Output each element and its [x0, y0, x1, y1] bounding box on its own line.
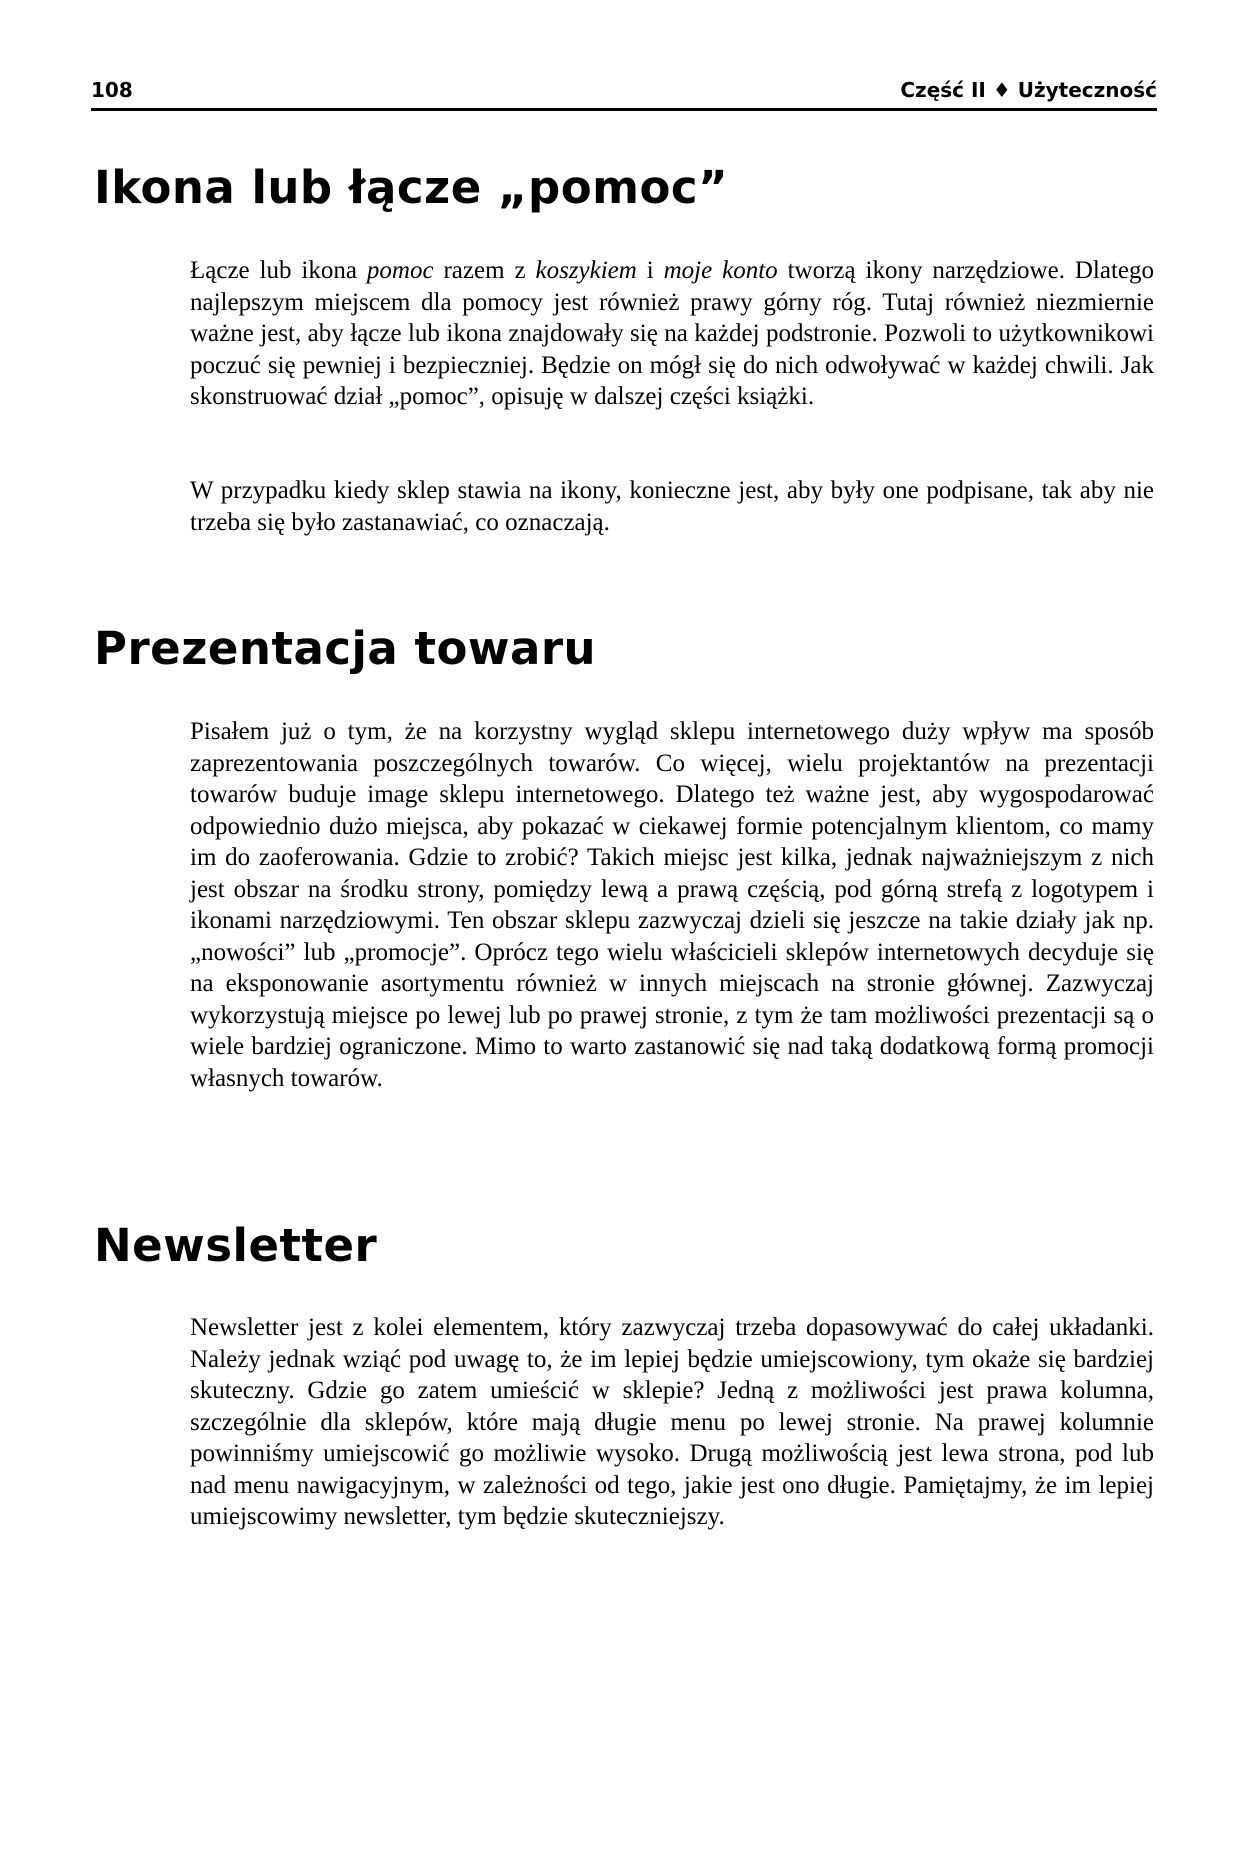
paragraph-help-2	[190, 475, 1154, 538]
running-head-section: Część II ♦ Użyteczność	[900, 78, 1157, 102]
text-run: tworzą ikony narzędziowe. Dlatego najlepszym miejscem dla pomocy jest również prawy górny róg. Tutaj również niezmiernie ważne jest, aby łącze lub ikona znajdowały się na każdej podstronie. Pozwoli to użytkownikowi poczuć się pewniej i bezpieczniej. Będzie on mógł się do nich odwoływać w każdej chwili. Jak skonstruować dział „pomoc”, opisuję w dalszej części książki.	[190, 257, 1154, 410]
italic-run: moje konto	[663, 257, 778, 284]
text-run: Łącze lub ikona	[190, 257, 367, 284]
italic-run: koszykiem	[535, 257, 637, 284]
italic-run: pomoc	[366, 257, 434, 284]
text-run: i	[636, 257, 664, 284]
paragraph-product-presentation	[190, 716, 1154, 1094]
section-heading-help-icon: Ikona lub łącze „pomoc”	[94, 161, 729, 214]
running-head	[91, 74, 1157, 106]
text-run: Newsletter jest z kolei elementem, który zazwyczaj trzeba dopasowywać do całej układanki. Należy jednak wziąć pod uwagę to, że im lepiej będzie umiejscowiony, tym okaże się bardziej skuteczny. Gdzie go zatem umieścić w sklepie? Jedną z możliwości jest prawa kolumna, szczególnie dla sklepów, które mają długie menu po lewej stronie. Na prawej kolumnie powinniśmy umiejscowić go możliwie wysoko. Drugą możliwością jest lewa strona, pod lub nad menu nawigacyjnym, w zależności od tego, jakie jest ono długie. Pamiętajmy, że im lepiej umiejscowimy newsletter, tym będzie skuteczniejszy.	[190, 1314, 1154, 1530]
text-run: W przypadku kiedy sklep stawia na ikony, konieczne jest, aby były one podpisane, tak aby nie trzeba się było zastanawiać, co oznaczają.	[190, 477, 1154, 536]
section-heading-newsletter: Newsletter	[94, 1219, 378, 1272]
text-run: Pisałem już o tym, że na korzystny wygląd sklepu internetowego duży wpływ ma sposób zaprezentowania poszczególnych towarów. Co więcej, wielu projektantów na prezentacji towarów buduje image sklepu internetowego. Dlatego też ważne jest, aby wygospodarować odpowiednio dużo miejsca, aby pokazać w ciekawej formie potencjalnym klientom, co mamy im do zaoferowania. Gdzie to zrobić? Takich miejsc jest kilka, jednak najważniejszym z nich jest obszar na środku strony, pomiędzy lewą a prawą częścią, pod górną strefą z logotypem i ikonami narzędziowymi. Ten obszar sklepu zazwyczaj dzieli się jeszcze na takie działy jak np. „nowości” lub „promocje”. Oprócz tego wielu właścicieli sklepów internetowych decyduje się na eksponowanie asortymentu również w innych miejscach na stronie głównej. Zazwyczaj wykorzystują miejsce po lewej lub po prawej stronie, z tym że tam możliwości prezentacji są o wiele bardziej ograniczone. Mimo to warto zastanowić się nad taką dodatkową formą promocji własnych towarów.	[190, 718, 1154, 1092]
header-rule	[91, 108, 1157, 111]
text-run: razem z	[433, 257, 536, 284]
paragraph-help-1	[190, 255, 1154, 413]
section-heading-product-presentation: Prezentacja towaru	[94, 622, 597, 675]
paragraph-newsletter	[190, 1312, 1154, 1533]
page-number: 108	[91, 78, 133, 102]
